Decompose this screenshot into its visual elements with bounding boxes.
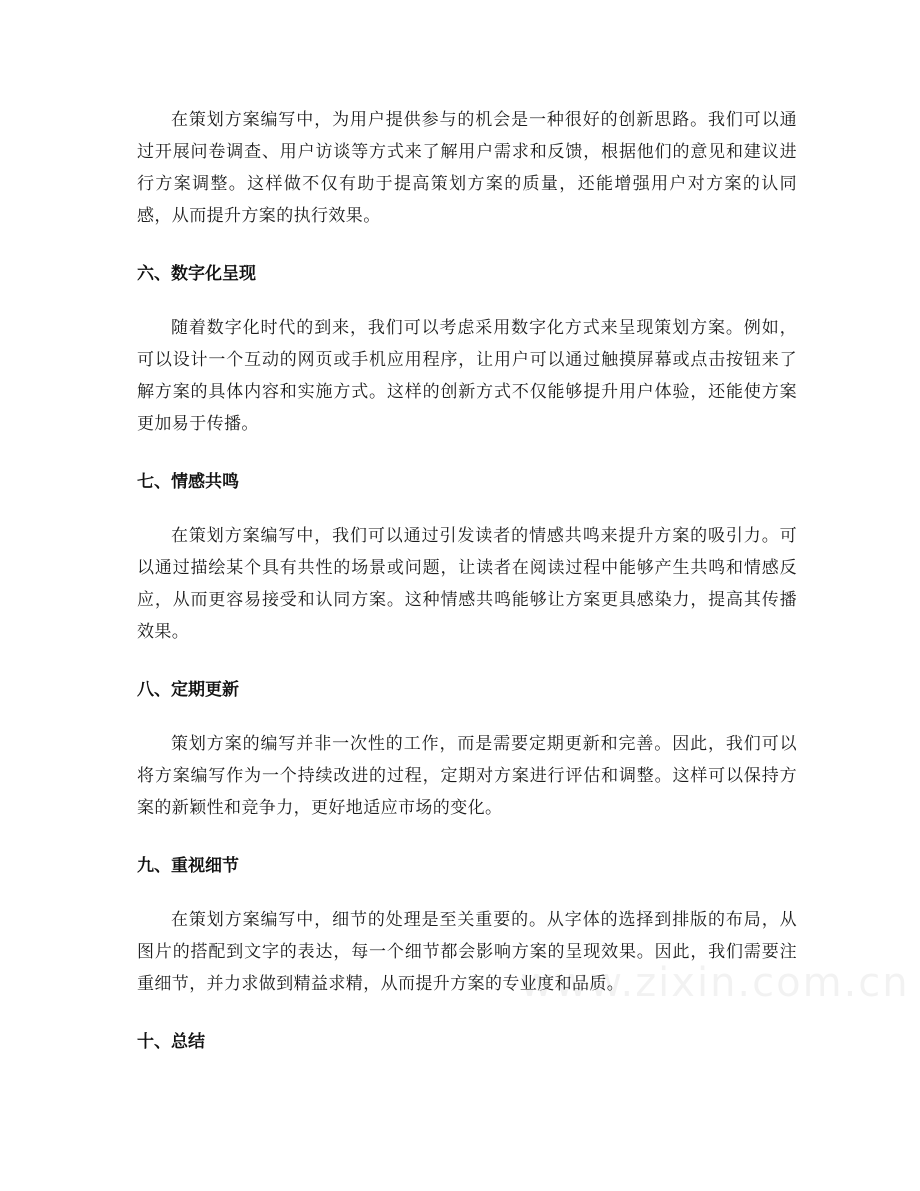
paragraph-user-participation: 在策划方案编写中，为用户提供参与的机会是一种很好的创新思路。我们可以通过开展问卷调查、用户访谈等方式来了解用户需求和反馈，根据他们的意见和建议进行方案调整。这样做不仅有助于提高策划方案的质量，还能增强用户对方案的认同感，从而提升方案的执行效果。 (137, 110, 797, 226)
paragraph-emotional-resonance: 在策划方案编写中，我们可以通过引发读者的情感共鸣来提升方案的吸引力。可以通过描绘某个具有共性的场景或问题，让读者在阅读过程中能够产生共鸣和情感反应，从而更容易接受和认同方案。这种情感共鸣能够让方案更具感染力，提高其传播效果。 (137, 526, 797, 642)
document-page (137, 104, 797, 1054)
heading-emotional-resonance: 七、情感共鸣 (137, 472, 239, 492)
heading-summary: 十、总结 (137, 1032, 205, 1052)
paragraph-digital-presentation: 随着数字化时代的到来，我们可以考虑采用数字化方式来呈现策划方案。例如，可以设计一个互动的网页或手机应用程序，让用户可以通过触摸屏幕或点击按钮来了解方案的具体内容和实施方式。这样的创新方式不仅能够提升用户体验，还能使方案更加易于传播。 (137, 318, 797, 434)
paragraph-regular-updates: 策划方案的编写并非一次性的工作，而是需要定期更新和完善。因此，我们可以将方案编写作为一个持续改进的过程，定期对方案进行评估和调整。这样可以保持方案的新颖性和竞争力，更好地适应市场的变化。 (137, 734, 797, 818)
paragraph-attention-to-detail: 在策划方案编写中，细节的处理是至关重要的。从字体的选择到排版的布局，从图片的搭配到文字的表达，每一个细节都会影响方案的呈现效果。因此，我们需要注重细节，并力求做到精益求精，从而提升方案的专业度和品质。 (137, 910, 797, 994)
heading-attention-to-detail: 九、重视细节 (137, 856, 239, 876)
heading-regular-updates: 八、定期更新 (137, 680, 239, 700)
watermark: www.zixin.com.cn (520, 960, 910, 1006)
heading-digital-presentation: 六、数字化呈现 (137, 264, 256, 284)
